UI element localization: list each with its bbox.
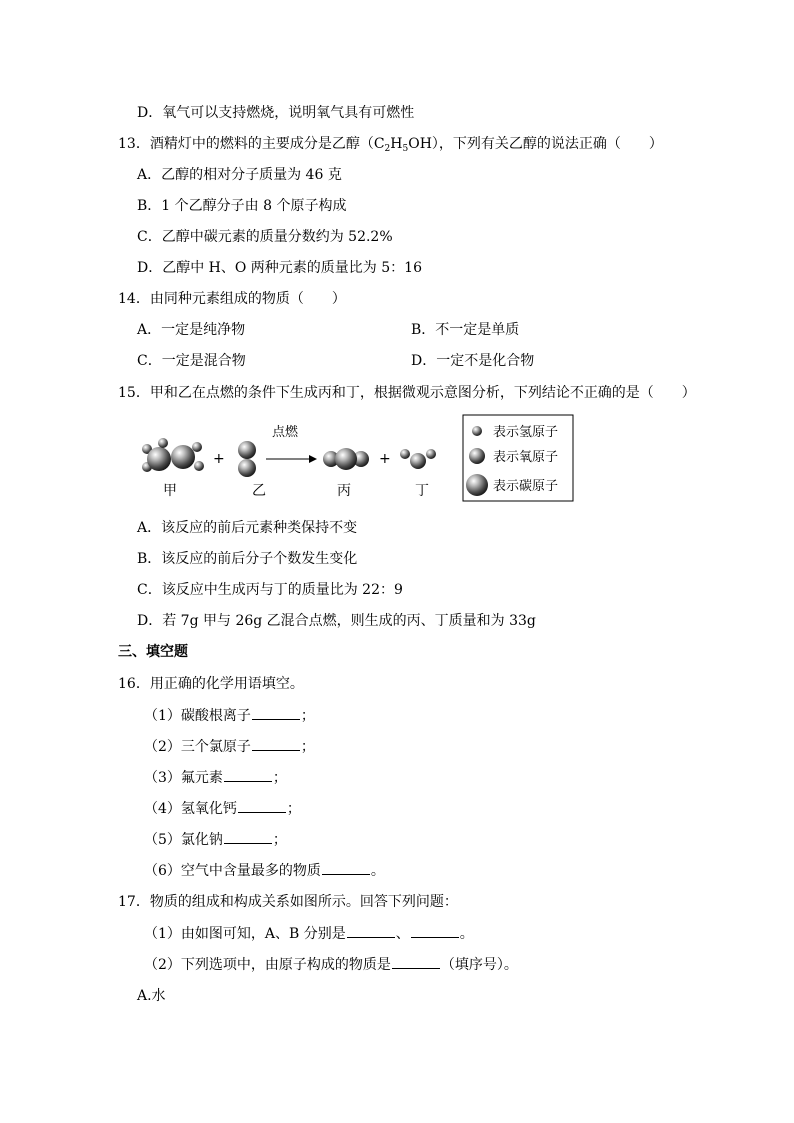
molecule-jia — [142, 438, 204, 472]
q13-stem-pre: 13．酒精灯中的燃料的主要成分是乙醇（C — [118, 136, 385, 152]
q16-item-1-label: （1）碳酸根离子 — [144, 708, 251, 724]
q16-stem: 16．用正确的化学用语填空。 — [118, 676, 304, 692]
q16-item-5-label: （5）氯化钠 — [144, 832, 223, 848]
section-title: 三、填空题 — [118, 644, 188, 660]
q16-item-3 — [144, 767, 287, 788]
label-bing: 丙 — [337, 483, 351, 499]
reaction-diagram — [135, 412, 575, 504]
q16-item-2-label: （2）三个氯原子 — [144, 739, 251, 755]
q17-part-1-end: 。 — [459, 926, 474, 942]
answer-blank[interactable] — [224, 829, 272, 844]
reaction-condition: 点燃 — [272, 425, 299, 440]
q16-item-3-label: （3）氟元素 — [144, 770, 223, 786]
q17-part-2-label: （2）下列选项中，由原子构成的物质是 — [144, 957, 391, 973]
label-yi: 乙 — [252, 483, 266, 499]
answer-blank[interactable] — [238, 798, 286, 813]
q17-part-2 — [144, 954, 518, 975]
molecule-ding — [400, 449, 436, 469]
q13-stem-post: OH），下列有关乙醇的说法正确（ ） — [408, 136, 663, 152]
molecule-bing — [323, 448, 369, 470]
answer-blank[interactable] — [322, 860, 370, 875]
q14-option-b: B．不一定是单质 — [411, 322, 520, 338]
legend-carbon: 表示碳原子 — [493, 479, 559, 494]
q15-option-c: C．该反应中生成丙与丁的质量比为 22：9 — [137, 582, 403, 598]
q13-option-d: D．乙醇中 H、O 两种元素的质量比为 5：16 — [137, 260, 422, 276]
q13-sub-5: 5 — [402, 144, 409, 154]
q17-part-2-end: （填序号）。 — [440, 957, 518, 973]
q15-option-b: B．该反应的前后分子个数发生变化 — [137, 551, 358, 567]
q16-item-2 — [144, 736, 315, 757]
q17-part-1 — [144, 923, 474, 944]
label-ding: 丁 — [415, 483, 429, 499]
q13-option-b: B．1 个乙醇分子由 8 个原子构成 — [137, 198, 347, 214]
q16-item-3-end: ； — [272, 770, 287, 786]
q14-option-d: D．一定不是化合物 — [411, 353, 535, 369]
q12-option-d: D．氧气可以支持燃烧，说明氧气具有可燃性 — [137, 105, 415, 121]
q16-item-5 — [144, 829, 287, 850]
q16-item-4 — [144, 798, 301, 819]
diagram-legend — [463, 415, 573, 501]
q17-part-1-sep: 、 — [395, 926, 410, 942]
q15-stem: 15．甲和乙在点燃的条件下生成丙和丁，根据微观示意图分析，下列结论不正确的是（ ） — [118, 385, 696, 401]
legend-oxygen: 表示氧原子 — [493, 450, 559, 465]
q17-part-1-label: （1）由如图可知，A、B 分别是 — [144, 926, 346, 942]
q14-option-c: C．一定是混合物 — [137, 353, 246, 369]
q16-item-1-end: ； — [300, 708, 315, 724]
q16-item-5-end: ； — [272, 832, 287, 848]
answer-blank[interactable] — [392, 954, 440, 969]
q16-item-4-end: ； — [286, 801, 301, 817]
answer-blank[interactable] — [252, 705, 300, 720]
q16-item-6 — [144, 860, 385, 881]
q16-item-1 — [144, 705, 315, 726]
q14-stem: 14．由同种元素组成的物质（ ） — [118, 291, 346, 307]
answer-blank[interactable] — [347, 923, 395, 938]
plus-2: + — [379, 451, 391, 467]
q16-item-6-end: 。 — [370, 863, 385, 879]
answer-blank[interactable] — [252, 736, 300, 751]
q17-stem: 17．物质的组成和构成关系如图所示。回答下列问题： — [118, 894, 458, 910]
q13-h: H — [390, 136, 403, 152]
molecule-yi — [238, 441, 256, 477]
q13-sub-2: 2 — [384, 144, 391, 154]
answer-blank[interactable] — [411, 923, 459, 938]
q16-item-2-end: ； — [300, 739, 315, 755]
q16-item-4-label: （4）氢氧化钙 — [144, 801, 237, 817]
label-jia: 甲 — [163, 483, 177, 499]
q15-option-d: D．若 7g 甲与 26g 乙混合点燃，则生成的丙、丁质量和为 33g — [137, 613, 536, 629]
plus-1: + — [213, 451, 225, 467]
answer-blank[interactable] — [224, 767, 272, 782]
q13-option-a: A．乙醇的相对分子质量为 46 克 — [137, 167, 342, 183]
q17-option-a: A.水 — [137, 988, 166, 1004]
legend-hydrogen: 表示氢原子 — [493, 425, 559, 440]
q14-option-a: A．一定是纯净物 — [137, 322, 246, 338]
q13-option-c: C．乙醇中碳元素的质量分数约为 52.2% — [137, 229, 393, 245]
q13-stem — [118, 134, 663, 154]
q15-option-a: A．该反应的前后元素种类保持不变 — [137, 520, 358, 536]
q16-item-6-label: （6）空气中含量最多的物质 — [144, 863, 321, 879]
